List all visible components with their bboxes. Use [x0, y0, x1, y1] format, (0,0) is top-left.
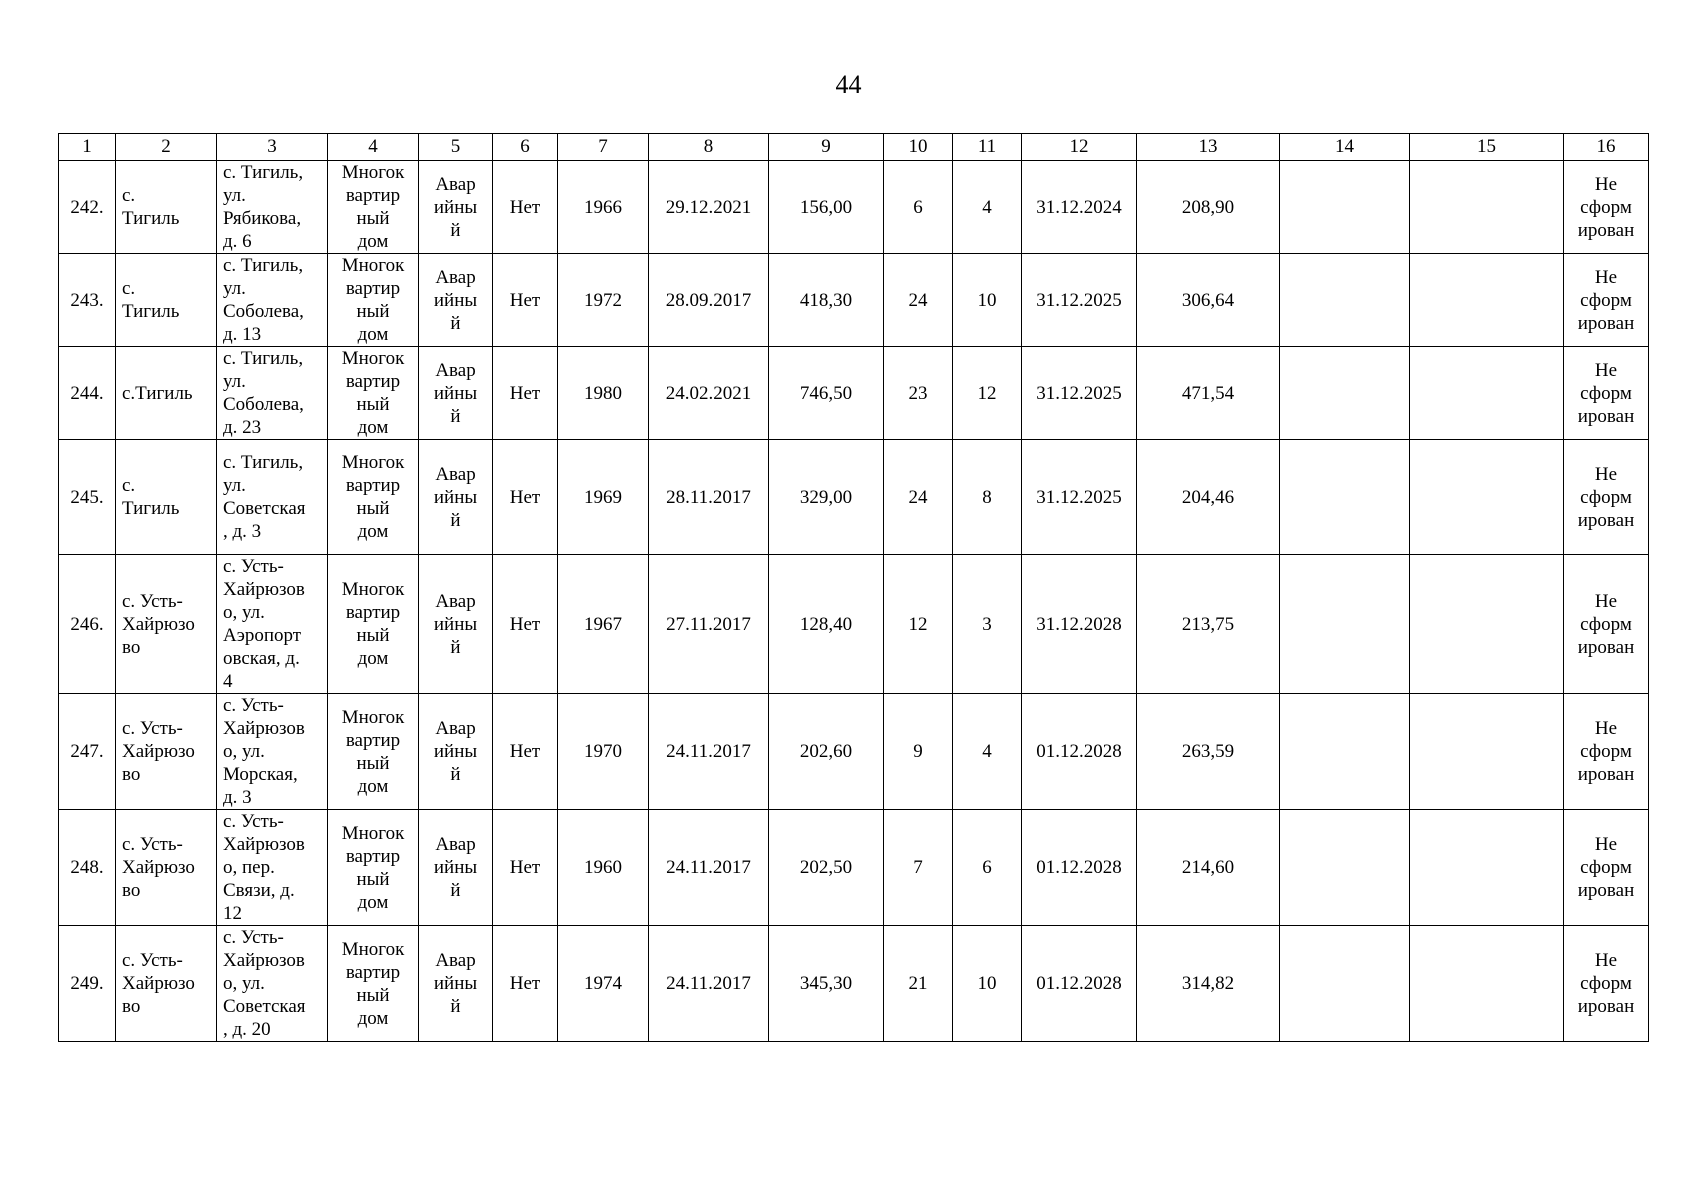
- column-header: 16: [1564, 134, 1649, 161]
- col11-cell: 3: [953, 555, 1022, 694]
- area-cell: 329,00: [769, 440, 884, 555]
- deadline-cell: 01.12.2028: [1022, 926, 1137, 1042]
- building-type-line: дом: [357, 324, 389, 345]
- deadline-cell: 31.12.2025: [1022, 440, 1137, 555]
- address-line: д. 13: [223, 324, 262, 345]
- building-type-line: вартир: [345, 602, 401, 623]
- col16-line: ирован: [1577, 219, 1635, 241]
- settlement-line: Тигиль: [122, 208, 180, 229]
- col6-cell: Нет: [493, 694, 558, 810]
- address-line: с. Тигиль,: [223, 255, 304, 276]
- condition-cell: [419, 254, 493, 347]
- building-type-cell: [328, 161, 419, 254]
- address-line: д. 3: [223, 787, 252, 808]
- condition-line: ийны: [433, 382, 478, 404]
- recognition-date-cell: 28.09.2017: [649, 254, 769, 347]
- building-type-cell: [328, 694, 419, 810]
- col11-cell: 12: [953, 347, 1022, 440]
- condition-line: ийны: [433, 613, 478, 635]
- building-type-line: ный: [356, 498, 390, 519]
- address-line: Соболева,: [223, 394, 304, 415]
- col16-cell: [1564, 555, 1649, 694]
- col10-cell: 21: [884, 926, 953, 1042]
- condition-cell: [419, 347, 493, 440]
- building-type-cell: [328, 926, 419, 1042]
- condition-line: ийны: [433, 741, 478, 762]
- col14-cell: [1280, 440, 1410, 555]
- col16-line: Не: [1594, 950, 1618, 971]
- column-header: 4: [328, 134, 419, 161]
- page-number: 44: [835, 70, 862, 99]
- col11-cell: 4: [953, 694, 1022, 810]
- settlement-line: Тигиль: [122, 498, 180, 519]
- condition-line: ийны: [433, 857, 478, 878]
- building-type-line: дом: [357, 648, 389, 669]
- settlement-line: с.Тигиль: [122, 382, 193, 404]
- condition-line: Авар: [435, 359, 476, 381]
- address-cell: [217, 161, 328, 254]
- building-type-cell: [328, 440, 419, 555]
- col16-cell: [1564, 254, 1649, 347]
- area-cell: 156,00: [769, 161, 884, 254]
- column-header: 10: [884, 134, 953, 161]
- condition-line: й: [450, 219, 461, 241]
- address-cell: [217, 694, 328, 810]
- building-type-line: вартир: [345, 371, 401, 392]
- year-built-cell: 1966: [558, 161, 649, 254]
- condition-line: й: [450, 312, 461, 334]
- col16-line: ирован: [1577, 764, 1635, 785]
- address-line: с. Усть-: [223, 695, 284, 716]
- settlement-line: с. Усть-: [122, 590, 183, 612]
- settlement-line: с. Усть-: [122, 834, 183, 855]
- col16-line: Не: [1594, 173, 1618, 195]
- condition-cell: [419, 694, 493, 810]
- address-line: , д. 20: [223, 1019, 271, 1040]
- settlement-line: Хайрюзо: [122, 741, 195, 762]
- condition-line: ийны: [433, 486, 478, 508]
- address-line: 4: [223, 671, 233, 692]
- col16-line: Не: [1594, 266, 1618, 288]
- col16-line: ирован: [1577, 509, 1635, 531]
- column-header: 6: [493, 134, 558, 161]
- col13-cell: 208,90: [1137, 161, 1280, 254]
- recognition-date-cell: 28.11.2017: [649, 440, 769, 555]
- row-number-cell: 249.: [59, 926, 116, 1042]
- address-line: Хайрюзов: [223, 950, 305, 971]
- building-type-cell: [328, 347, 419, 440]
- address-line: , д. 3: [223, 521, 262, 542]
- address-line: Советская: [223, 498, 306, 519]
- col13-cell: 214,60: [1137, 810, 1280, 926]
- building-type-line: вартир: [345, 278, 401, 299]
- col16-line: Не: [1594, 359, 1618, 381]
- building-type-line: Многок: [341, 706, 405, 728]
- settlement-line: с.: [122, 475, 136, 496]
- building-type-line: ный: [356, 394, 390, 415]
- column-header: 8: [649, 134, 769, 161]
- building-type-line: вартир: [345, 475, 401, 496]
- col11-cell: 6: [953, 810, 1022, 926]
- col16-line: Не: [1594, 834, 1618, 855]
- condition-line: й: [450, 405, 461, 427]
- address-line: Советская: [223, 996, 306, 1017]
- building-type-line: ный: [356, 208, 390, 229]
- col16-cell: [1564, 161, 1649, 254]
- condition-line: й: [450, 636, 461, 658]
- table-row: [59, 440, 1649, 555]
- settlement-cell: [116, 254, 217, 347]
- settlement-line: с.: [122, 278, 136, 299]
- col15-cell: [1410, 440, 1564, 555]
- column-header: 15: [1410, 134, 1564, 161]
- address-line: 12: [223, 903, 242, 924]
- col11-cell: 8: [953, 440, 1022, 555]
- col15-cell: [1410, 810, 1564, 926]
- col10-cell: 7: [884, 810, 953, 926]
- col10-cell: 6: [884, 161, 953, 254]
- building-type-line: вартир: [345, 961, 401, 983]
- col16-cell: [1564, 440, 1649, 555]
- table-row: [59, 254, 1649, 347]
- address-line: Хайрюзов: [223, 718, 305, 739]
- col10-cell: 24: [884, 440, 953, 555]
- address-line: с. Тигиль,: [223, 348, 304, 369]
- address-line: д. 23: [223, 417, 262, 438]
- year-built-cell: 1972: [558, 254, 649, 347]
- address-cell: [217, 254, 328, 347]
- col10-cell: 12: [884, 555, 953, 694]
- condition-line: ийны: [433, 196, 478, 218]
- row-number-cell: 247.: [59, 694, 116, 810]
- settlement-line: с.: [122, 185, 136, 206]
- recognition-date-cell: 29.12.2021: [649, 161, 769, 254]
- condition-line: Авар: [435, 266, 476, 288]
- settlement-line: с. Усть-: [122, 718, 183, 739]
- year-built-cell: 1970: [558, 694, 649, 810]
- building-type-line: вартир: [345, 185, 401, 206]
- building-type-line: дом: [357, 891, 389, 913]
- col16-line: ирован: [1577, 636, 1635, 658]
- col6-cell: Нет: [493, 926, 558, 1042]
- col10-cell: 9: [884, 694, 953, 810]
- col14-cell: [1280, 347, 1410, 440]
- col16-line: ирован: [1577, 405, 1635, 427]
- settlement-line: Хайрюзо: [122, 613, 195, 635]
- building-type-line: дом: [357, 521, 389, 542]
- condition-line: Авар: [435, 173, 476, 195]
- condition-line: Авар: [435, 590, 476, 612]
- col13-cell: 213,75: [1137, 555, 1280, 694]
- col11-cell: 4: [953, 161, 1022, 254]
- settlement-line: Тигиль: [122, 301, 180, 322]
- column-header: 14: [1280, 134, 1410, 161]
- settlement-cell: [116, 440, 217, 555]
- address-line: овская, д.: [223, 648, 300, 669]
- col16-line: сформ: [1580, 486, 1632, 508]
- building-type-line: Многок: [341, 822, 405, 844]
- col16-line: ирован: [1577, 312, 1635, 334]
- address-line: с. Усть-: [223, 556, 284, 577]
- deadline-cell: 31.12.2025: [1022, 254, 1137, 347]
- col11-cell: 10: [953, 926, 1022, 1042]
- address-cell: [217, 347, 328, 440]
- address-line: о, пер.: [223, 857, 275, 878]
- condition-line: ийны: [433, 289, 478, 311]
- address-line: с. Усть-: [223, 927, 284, 948]
- condition-cell: [419, 810, 493, 926]
- building-type-line: ный: [356, 301, 390, 322]
- column-header: 12: [1022, 134, 1137, 161]
- building-type-line: дом: [357, 231, 389, 252]
- deadline-cell: 31.12.2024: [1022, 161, 1137, 254]
- col16-line: ирован: [1577, 996, 1635, 1017]
- settlement-line: во: [122, 880, 141, 901]
- col6-cell: Нет: [493, 161, 558, 254]
- col16-cell: [1564, 347, 1649, 440]
- col16-line: сформ: [1580, 741, 1632, 762]
- year-built-cell: 1967: [558, 555, 649, 694]
- address-line: д. 6: [223, 231, 252, 252]
- row-number-cell: 245.: [59, 440, 116, 555]
- col10-cell: 24: [884, 254, 953, 347]
- col13-cell: 314,82: [1137, 926, 1280, 1042]
- building-type-line: вартир: [345, 729, 401, 751]
- condition-line: Авар: [435, 950, 476, 971]
- table-row: [59, 555, 1649, 694]
- building-type-line: Многок: [341, 579, 405, 600]
- col13-cell: 204,46: [1137, 440, 1280, 555]
- building-type-cell: [328, 555, 419, 694]
- address-line: с. Тигиль,: [223, 162, 304, 183]
- col14-cell: [1280, 810, 1410, 926]
- address-line: Морская,: [223, 764, 298, 785]
- col16-line: сформ: [1580, 857, 1632, 878]
- address-cell: [217, 555, 328, 694]
- condition-line: й: [450, 764, 461, 785]
- column-header: 7: [558, 134, 649, 161]
- address-line: о, ул.: [223, 973, 265, 994]
- building-type-line: вартир: [345, 845, 401, 867]
- col16-line: сформ: [1580, 382, 1632, 404]
- column-number-row: [59, 134, 1649, 161]
- address-cell: [217, 810, 328, 926]
- condition-line: й: [450, 509, 461, 531]
- col15-cell: [1410, 694, 1564, 810]
- col14-cell: [1280, 555, 1410, 694]
- column-header: 1: [59, 134, 116, 161]
- settlement-line: с. Усть-: [122, 950, 183, 971]
- settlement-line: Хайрюзо: [122, 973, 195, 994]
- col15-cell: [1410, 161, 1564, 254]
- building-type-line: дом: [357, 775, 389, 797]
- deadline-cell: 01.12.2028: [1022, 810, 1137, 926]
- column-header: 9: [769, 134, 884, 161]
- col16-line: Не: [1594, 718, 1618, 739]
- address-line: с. Усть-: [223, 811, 284, 832]
- year-built-cell: 1960: [558, 810, 649, 926]
- col14-cell: [1280, 161, 1410, 254]
- settlement-cell: [116, 347, 217, 440]
- address-line: Соболева,: [223, 301, 304, 322]
- col16-line: сформ: [1580, 973, 1632, 994]
- row-number-cell: 248.: [59, 810, 116, 926]
- condition-line: Авар: [435, 718, 476, 739]
- table-row: [59, 161, 1649, 254]
- settlement-cell: [116, 555, 217, 694]
- building-type-line: ный: [356, 752, 390, 774]
- column-header: 3: [217, 134, 328, 161]
- building-type-line: Многок: [341, 938, 405, 960]
- condition-line: Авар: [435, 463, 476, 485]
- col6-cell: Нет: [493, 254, 558, 347]
- year-built-cell: 1969: [558, 440, 649, 555]
- settlement-cell: [116, 161, 217, 254]
- address-line: ул.: [223, 278, 246, 299]
- building-type-line: Многок: [341, 348, 405, 369]
- column-header: 13: [1137, 134, 1280, 161]
- col15-cell: [1410, 347, 1564, 440]
- col15-cell: [1410, 254, 1564, 347]
- building-type-line: Многок: [341, 452, 405, 473]
- table-row: [59, 926, 1649, 1042]
- recognition-date-cell: 24.11.2017: [649, 810, 769, 926]
- recognition-date-cell: 24.11.2017: [649, 694, 769, 810]
- area-cell: 202,50: [769, 810, 884, 926]
- condition-cell: [419, 161, 493, 254]
- address-line: Аэропорт: [223, 625, 302, 646]
- deadline-cell: 31.12.2028: [1022, 555, 1137, 694]
- building-type-cell: [328, 810, 419, 926]
- address-line: Связи, д.: [223, 880, 295, 901]
- settlement-line: во: [122, 764, 141, 785]
- area-cell: 128,40: [769, 555, 884, 694]
- settlement-line: во: [122, 996, 141, 1017]
- address-cell: [217, 440, 328, 555]
- col14-cell: [1280, 694, 1410, 810]
- settlement-line: Хайрюзо: [122, 857, 195, 878]
- recognition-date-cell: 24.11.2017: [649, 926, 769, 1042]
- building-type-line: ный: [356, 984, 390, 1006]
- building-type-line: Многок: [341, 255, 405, 276]
- col6-cell: Нет: [493, 347, 558, 440]
- address-line: о, ул.: [223, 602, 265, 623]
- deadline-cell: 31.12.2025: [1022, 347, 1137, 440]
- condition-cell: [419, 926, 493, 1042]
- col13-cell: 263,59: [1137, 694, 1280, 810]
- settlement-cell: [116, 694, 217, 810]
- year-built-cell: 1974: [558, 926, 649, 1042]
- column-header: 11: [953, 134, 1022, 161]
- address-line: Хайрюзов: [223, 834, 305, 855]
- col14-cell: [1280, 254, 1410, 347]
- recognition-date-cell: 24.02.2021: [649, 347, 769, 440]
- deadline-cell: 01.12.2028: [1022, 694, 1137, 810]
- col16-line: сформ: [1580, 196, 1632, 218]
- address-line: Рябикова,: [223, 208, 302, 229]
- col16-line: Не: [1594, 590, 1618, 612]
- col15-cell: [1410, 555, 1564, 694]
- col6-cell: Нет: [493, 810, 558, 926]
- condition-cell: [419, 555, 493, 694]
- recognition-date-cell: 27.11.2017: [649, 555, 769, 694]
- condition-line: Авар: [435, 834, 476, 855]
- housing-registry-table: [58, 133, 1649, 1042]
- address-line: Хайрюзов: [223, 579, 305, 600]
- area-cell: 202,60: [769, 694, 884, 810]
- col16-cell: [1564, 694, 1649, 810]
- address-line: ул.: [223, 371, 246, 392]
- building-type-line: Многок: [341, 162, 405, 183]
- address-line: с. Тигиль,: [223, 452, 304, 473]
- address-line: о, ул.: [223, 741, 265, 762]
- address-cell: [217, 926, 328, 1042]
- table-row: [59, 347, 1649, 440]
- building-type-cell: [328, 254, 419, 347]
- col11-cell: 10: [953, 254, 1022, 347]
- column-header: 5: [419, 134, 493, 161]
- row-number-cell: 244.: [59, 347, 116, 440]
- condition-cell: [419, 440, 493, 555]
- settlement-line: во: [122, 636, 141, 658]
- col6-cell: Нет: [493, 440, 558, 555]
- address-line: ул.: [223, 475, 246, 496]
- settlement-cell: [116, 810, 217, 926]
- col16-cell: [1564, 926, 1649, 1042]
- col13-cell: 306,64: [1137, 254, 1280, 347]
- row-number-cell: 246.: [59, 555, 116, 694]
- building-type-line: дом: [357, 417, 389, 438]
- table-row: [59, 810, 1649, 926]
- col16-line: ирован: [1577, 880, 1635, 901]
- address-line: ул.: [223, 185, 246, 206]
- building-type-line: ный: [356, 625, 390, 646]
- area-cell: 345,30: [769, 926, 884, 1042]
- year-built-cell: 1980: [558, 347, 649, 440]
- col16-line: сформ: [1580, 613, 1632, 635]
- col6-cell: Нет: [493, 555, 558, 694]
- col14-cell: [1280, 926, 1410, 1042]
- col15-cell: [1410, 926, 1564, 1042]
- column-header: 2: [116, 134, 217, 161]
- col16-line: сформ: [1580, 289, 1632, 311]
- row-number-cell: 243.: [59, 254, 116, 347]
- condition-line: й: [450, 996, 461, 1017]
- settlement-cell: [116, 926, 217, 1042]
- area-cell: 418,30: [769, 254, 884, 347]
- col10-cell: 23: [884, 347, 953, 440]
- area-cell: 746,50: [769, 347, 884, 440]
- col13-cell: 471,54: [1137, 347, 1280, 440]
- table-row: [59, 694, 1649, 810]
- row-number-cell: 242.: [59, 161, 116, 254]
- building-type-line: ный: [356, 868, 390, 890]
- condition-line: й: [450, 880, 461, 901]
- col16-cell: [1564, 810, 1649, 926]
- building-type-line: дом: [357, 1007, 389, 1029]
- condition-line: ийны: [433, 973, 478, 994]
- col16-line: Не: [1594, 463, 1618, 485]
